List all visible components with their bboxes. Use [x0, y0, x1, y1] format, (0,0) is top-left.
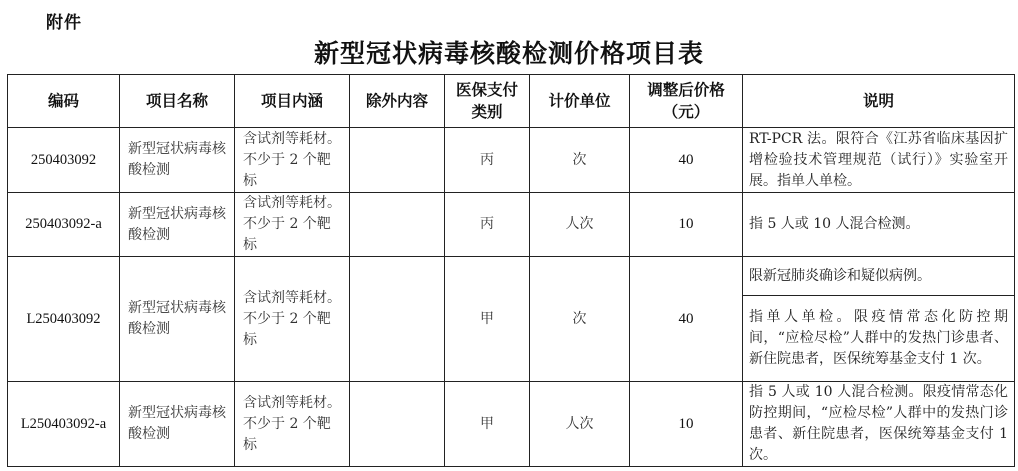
- cell-name: 新型冠状病毒核酸检测: [120, 257, 235, 382]
- header-insurance-line1: 医保支付: [455, 81, 518, 99]
- cell-code: L250403092-a: [8, 382, 120, 467]
- cell-unit: 次: [530, 257, 630, 382]
- cell-code: 250403092: [8, 128, 120, 193]
- header-name: 项目名称: [120, 75, 235, 128]
- cell-code: L250403092: [8, 257, 120, 382]
- cell-note-b: 指单人单检。限疫情常态化防控期间，“应检尽检”人群中的发热门诊患者、新住院患者，医保统筹基金支付 1 次。: [743, 296, 1015, 382]
- cell-content: 含试剂等耗材。不少于 2 个靶标: [235, 382, 350, 467]
- cell-unit: 人次: [530, 193, 630, 257]
- header-insurance: [445, 75, 530, 128]
- cell-excluded: [350, 257, 445, 382]
- header-price: [630, 75, 743, 128]
- cell-note-a: 限新冠肺炎确诊和疑似病例。: [743, 257, 1015, 296]
- cell-unit: 人次: [530, 382, 630, 467]
- cell-price: 10: [630, 193, 743, 257]
- header-row: [8, 75, 1015, 128]
- table-row: [8, 257, 1015, 296]
- cell-note: 指 5 人或 10 人混合检测。限疫情常态化防控期间，“应检尽检”人群中的发热门诊患者、新住院患者，医保统筹基金支付 1 次。: [743, 382, 1015, 467]
- header-price-line1: 调整后价格: [647, 81, 725, 99]
- header-unit: 计价单位: [530, 75, 630, 128]
- cell-price: 40: [630, 128, 743, 193]
- cell-note: RT-PCR 法。限符合《江苏省临床基因扩增检验技术管理规范（试行）》实验室开展。指单人单检。: [743, 128, 1015, 193]
- cell-name: 新型冠状病毒核酸检测: [120, 382, 235, 467]
- cell-price: 40: [630, 257, 743, 382]
- cell-excluded: [350, 193, 445, 257]
- cell-excluded: [350, 382, 445, 467]
- cell-price: 10: [630, 382, 743, 467]
- cell-name: 新型冠状病毒核酸检测: [120, 193, 235, 257]
- cell-excluded: [350, 128, 445, 193]
- cell-unit: 次: [530, 128, 630, 193]
- cell-content: 含试剂等耗材。不少于 2 个靶标: [235, 193, 350, 257]
- header-excluded: 除外内容: [350, 75, 445, 128]
- cell-insurance: 丙: [445, 128, 530, 193]
- table-row: [8, 193, 1015, 257]
- cell-insurance: 丙: [445, 193, 530, 257]
- cell-content: 含试剂等耗材。不少于 2 个靶标: [235, 257, 350, 382]
- attachment-label: 附件: [46, 13, 82, 33]
- cell-code: 250403092-a: [8, 193, 120, 257]
- cell-name: 新型冠状病毒核酸检测: [120, 128, 235, 193]
- page-title: 新型冠状病毒核酸检测价格项目表: [313, 39, 704, 68]
- price-table: [7, 74, 1015, 467]
- table-row: [8, 382, 1015, 467]
- cell-note: 指 5 人或 10 人混合检测。: [743, 193, 1015, 257]
- header-insurance-line2: 类别: [471, 103, 503, 121]
- header-code: 编码: [8, 75, 120, 128]
- header-content: 项目内涵: [235, 75, 350, 128]
- cell-insurance: 甲: [445, 257, 530, 382]
- table-row: [8, 128, 1015, 193]
- cell-insurance: 甲: [445, 382, 530, 467]
- header-note: 说明: [743, 75, 1015, 128]
- cell-content: 含试剂等耗材。不少于 2 个靶标: [235, 128, 350, 193]
- header-price-line2: （元）: [662, 103, 710, 121]
